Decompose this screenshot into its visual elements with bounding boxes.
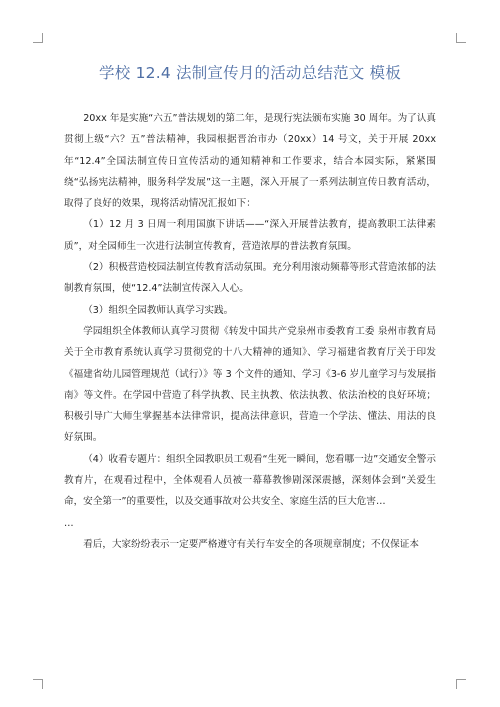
- paragraph-item-3: （3）组织全园教师认真学习实践。: [83, 304, 234, 316]
- crop-mark-top-right: [456, 33, 466, 43]
- paragraph-item-2: （2）积极营造校园法制宣传教育活动氛围。充分利用滚动频幕等形式营造浓郁的法制教育氛围，使“12.4”法制宣传深入人心。: [64, 262, 436, 295]
- paragraph-item-1: （1）12 月 3 日周一利用国旗下讲话——“深入开展普法教育，提高教职工法律素质”，对全园师生一次进行法制宣传教育，营造浓厚的普法教育氛围。: [64, 219, 436, 252]
- document-body: [64, 108, 436, 555]
- paragraph-ellipsis: …: [64, 517, 74, 529]
- crop-mark-bottom-left: [33, 679, 43, 689]
- paragraph-intro: 20xx 年是实施“六五”普法规划的第二年，是现行宪法颁布实施 30 周年。为了认真贯彻上级“六？五”普法精神，我园根据晋治市办（20xx）14 号文，关于开展 20xx 年“12.4”全国法制宣传日宣传活动的通知精神和工作要求，结合本园实际，紧紧围绕“弘扬宪法精神，服务科学发展”这一主题，深入开展了一系列法制宣传日教育活动，取得了良好的效果，现将活动情况汇报如下：: [64, 113, 436, 210]
- paragraph-item-4: （4）收看专题片：组织全园教职员工观看“生死一瞬间，您看哪一边”交通安全警示教育片，在观看过程中，全体观看人员被一幕幕教惨剧深深震撼，深刻体会到“关爱生命，安全第一”的重要性，以及交通事故对公共安全、家庭生活的巨大危害…: [64, 453, 436, 508]
- crop-mark-bottom-right: [456, 679, 466, 689]
- paragraph-study: 学园组织全体教师认真学习贯彻《转发中国共产党泉州市委教育工委 泉州市教育局关于全市教育系统认真学习贯彻党的十八大精神的通知》、学习福建省教育厅关于印发《福建省幼儿园管理规范（试行）》等 3 个文件的通知、学习《3-6 岁儿童学习与发展指南》等文件。在学园中营造了科学执教、民主执教、依法执教、依法治校的良好环境；积极引导广大师生掌握基本法律常识，提高法律意识，营造一个学法、懂法、用法的良好氛围。: [64, 325, 436, 444]
- crop-mark-top-left: [33, 33, 43, 43]
- document-title: 学校 12.4 法制宣传月的活动总结范文 模板: [99, 64, 401, 82]
- paragraph-after: 看后，大家纷纷表示一定要严格遵守有关行车安全的各项规章制度；不仅保证本: [83, 538, 419, 550]
